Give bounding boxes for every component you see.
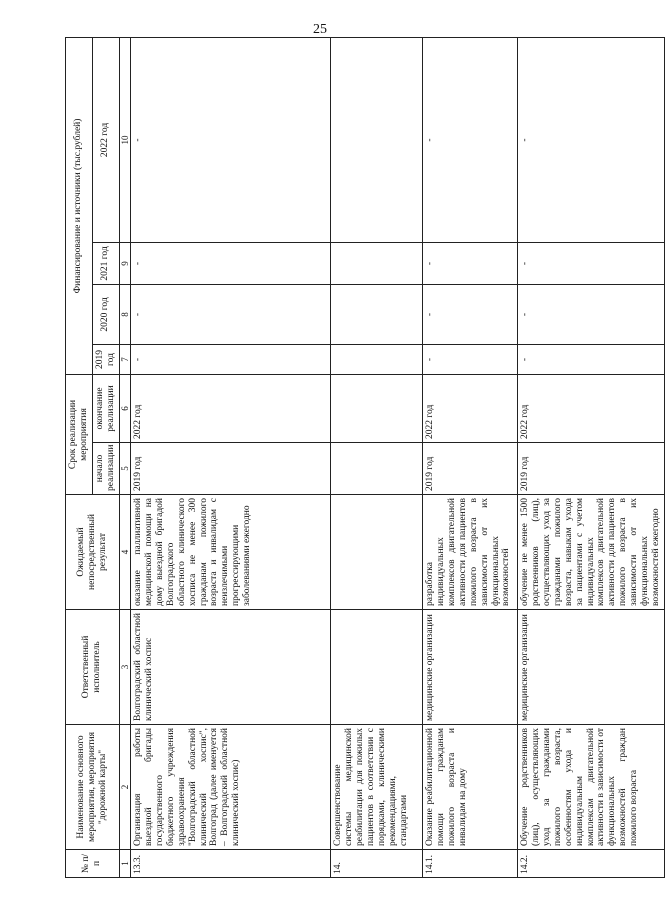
row-activity-name: Совершенствование системы медицинской реабилитации для пожилых пациентов в соответствии с порядками, клиническими рекомендациями, стандартами	[331, 725, 423, 850]
row-fin-2020	[331, 284, 423, 344]
table-row	[131, 37, 331, 877]
header-row-1	[66, 37, 93, 877]
column-index: 10	[119, 37, 130, 242]
row-start: 2019 год	[131, 443, 331, 495]
row-fin-2021	[331, 242, 423, 284]
header-num: № п/п	[66, 850, 120, 878]
row-fin-2021: -	[423, 242, 518, 284]
row-activity-name: Оказание реабилитационной помощи гражданам пожилого возраста и инвалидам на дому	[423, 725, 518, 850]
header-year-2019: 2019 год	[92, 344, 119, 374]
row-end: 2022 год	[131, 374, 331, 442]
row-fin-2022: -	[131, 37, 331, 242]
row-number: 14.	[331, 850, 423, 878]
row-fin-2019: -	[423, 344, 518, 374]
row-start	[331, 443, 423, 495]
row-start: 2019 год	[423, 443, 518, 495]
row-end: 2022 год	[423, 374, 518, 442]
row-fin-2019: -	[518, 344, 665, 374]
row-executor: медицинские организации	[518, 610, 665, 725]
column-index: 1	[119, 850, 130, 878]
column-index: 3	[119, 610, 130, 725]
row-end	[331, 374, 423, 442]
header-year-2022: 2022 год	[92, 37, 119, 242]
table-row	[518, 37, 665, 877]
roadmap-table	[65, 37, 665, 878]
row-number: 14.1.	[423, 850, 518, 878]
header-term-end: окончание реализации	[92, 374, 119, 442]
row-fin-2019	[331, 344, 423, 374]
row-result: оказание паллиативной медицинской помощи на дому выездной бригадой Волгоградского областного клинического хосписа не менее 300 гражданам пожилого возраста и инвалидам с неизлечимыми прогрессирующими заболеваниями ежегодно	[131, 495, 331, 610]
header-term-group: Срок реализации мероприятия	[66, 374, 93, 494]
row-number: 14.2.	[518, 850, 665, 878]
row-fin-2022	[331, 37, 423, 242]
table-row	[331, 37, 423, 877]
row-fin-2019: -	[131, 344, 331, 374]
header-year-2020: 2020 год	[92, 284, 119, 344]
row-executor	[331, 610, 423, 725]
row-activity-name: Организация работы выездной бригады государственного бюджетного учреждения здравоохранения "Волгоградский областной клинический хоспис", Волгоград (далее именуется – Волгоградский областной клинический хоспис)	[131, 725, 331, 850]
row-number: 13.3.	[131, 850, 331, 878]
row-fin-2022: -	[423, 37, 518, 242]
column-index: 9	[119, 242, 130, 284]
column-index: 7	[119, 344, 130, 374]
column-index: 2	[119, 725, 130, 850]
header-financing-group: Финансирование и источники (тыс.рублей)	[66, 37, 93, 374]
row-start: 2019 год	[518, 443, 665, 495]
row-fin-2020: -	[423, 284, 518, 344]
row-activity-name: Обучение родственников (лиц), осуществляющих уход за гражданами пожилого возраста, особенностям ухода и индивидуальным комплексам двигательной активности в зависимости от функциональных возможностей граждан пожилого возраста	[518, 725, 665, 850]
row-result: обучение не менее 1500 родственников (лиц), осуществляющих уход за гражданами пожилого возраста, навыкам ухода за пациентами с учетом индивидуальных комплексов двигательной активности для пациентов пожилого возраста в зависимости от их функциональных возможностей ежегодно	[518, 495, 665, 610]
page-number: 25	[313, 22, 327, 37]
rotated-table-container	[65, 38, 662, 878]
header-year-2021: 2021 год	[92, 242, 119, 284]
column-index: 8	[119, 284, 130, 344]
row-end: 2022 год	[518, 374, 665, 442]
column-index: 6	[119, 374, 130, 442]
row-result	[331, 495, 423, 610]
column-index-row	[119, 37, 130, 877]
row-executor: медицинские организации	[423, 610, 518, 725]
row-result: разработка индивидуальных комплексов двигательной активности для пациентов пожилого возраста в зависимости от их функциональных возможностей	[423, 495, 518, 610]
row-fin-2021: -	[131, 242, 331, 284]
header-name: Наименование основного мероприятия, мероприятия "дорожной карты"	[66, 725, 120, 850]
row-fin-2020: -	[518, 284, 665, 344]
row-fin-2021: -	[518, 242, 665, 284]
column-index: 4	[119, 495, 130, 610]
header-executor: Ответственный исполнитель	[66, 610, 120, 725]
header-result: Ожидаемый непосредственный результат	[66, 495, 120, 610]
table-row	[423, 37, 518, 877]
column-index: 5	[119, 443, 130, 495]
header-term-start: начало реализации	[92, 443, 119, 495]
row-fin-2020: -	[131, 284, 331, 344]
row-fin-2022: -	[518, 37, 665, 242]
row-executor: Волгоградский областной клинический хоспис	[131, 610, 331, 725]
